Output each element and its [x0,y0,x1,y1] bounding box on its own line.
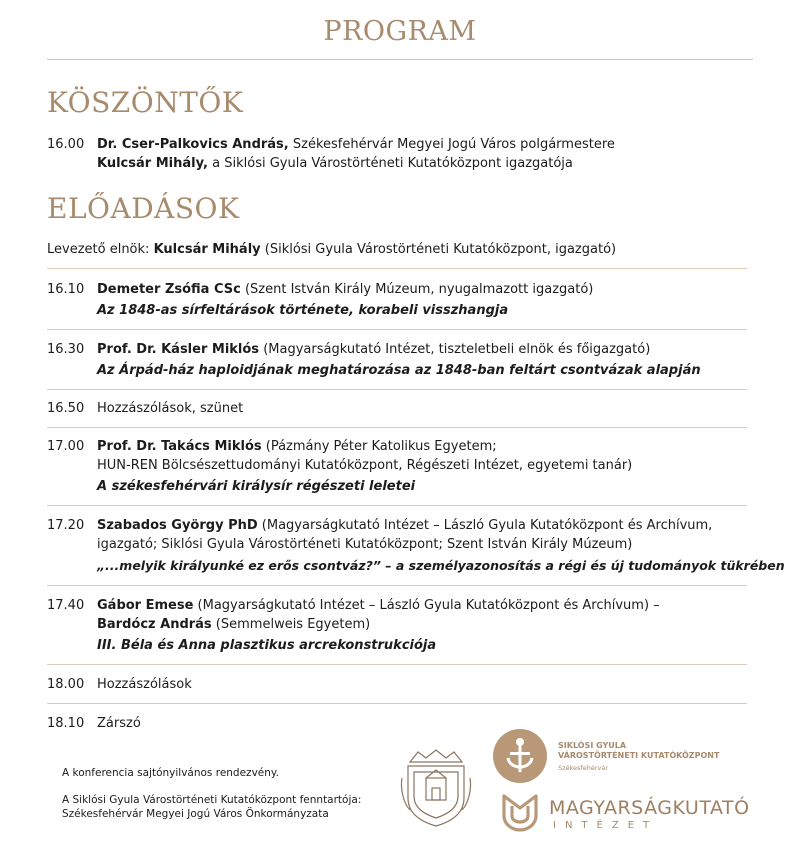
page-title: PROGRAM [323,16,477,47]
welcome-role-1: Székesfehérvár Megyei Jogú Város polgármestere [288,137,615,152]
item-time: 17.00 [47,439,85,454]
item-affiliation-2: HUN-REN Bölcsészettudományi Kutatóközpont, Régészeti Intézet, egyetemi tanár) [97,458,633,473]
item-affiliation: (Szent István Király Múzeum, nyugalmazott igazgató) [240,282,594,297]
welcome-time: 16.00 [47,137,85,152]
divider [47,664,747,665]
item-speaker: Demeter Zsófia CSc [97,282,241,297]
maintainer-note [62,793,361,821]
divider [47,389,747,390]
item-talk-title: Az Árpád-ház haploidjának meghatározása az 1848-ban feltárt csontvázak alapján [97,363,701,378]
research-center-city: Székesfehérvár [558,764,609,772]
item-talk-title: Az 1848-as sírfeltárások története, korabeli visszhangja [97,303,509,318]
welcome-speaker-2: Kulcsár Mihály, [97,156,208,171]
item-talk-title: III. Béla és Anna plasztikus arcrekonstrukciója [97,638,437,653]
divider [47,268,747,269]
chair-line [47,240,616,259]
maintainer-line-1: A Siklósi Gyula Várostörténeti Kutatóközpont fenntartója: [62,794,362,806]
institute-logo-icon [498,790,542,834]
chair-label: Levezető elnök: [47,242,154,257]
coat-of-arms-icon [400,748,472,828]
item-time: 16.50 [47,401,85,416]
item-text: Zárszó [97,716,141,731]
research-center-name-2: VÁROSTÖRTÉNETI KUTATÓKÖZPONT [558,751,720,760]
welcome-role-2: a Siklósi Gyula Várostörténeti Kutatóközpont igazgatója [208,156,573,171]
item-speaker: Prof. Dr. Takács Miklós [97,439,262,454]
item-time: 17.40 [47,598,85,613]
item-text: Hozzászólások [97,677,192,692]
research-center-name-1: SIKLÓSI GYULA [558,741,627,750]
item-affiliation: (Magyarságkutató Intézet – László Gyula Kutatóközpont és Archívum, [257,518,713,533]
chair-name: Kulcsár Mihály [153,242,261,257]
institute-name: MAGYARSÁGKUTATÓ [549,797,750,819]
divider [47,505,747,506]
item-speaker: Gábor Emese [97,598,194,613]
divider [47,427,747,428]
item-time: 18.00 [47,677,85,692]
institute-subtitle: INTÉZET [553,820,659,831]
welcome-heading: KÖSZÖNTŐK [47,86,244,119]
item-speaker-2: Bardócz András [97,617,212,632]
item-affiliation: (Pázmány Péter Katolikus Egyetem; [261,439,497,454]
item-affiliation-2: igazgató; Siklósi Gyula Várostörténeti Kutatóközpont; Szent István Király Múzeum) [97,537,633,552]
item-affiliation: (Magyarságkutató Intézet – László Gyula Kutatóközpont és Archívum) – [193,598,660,613]
item-talk-title: A székesfehérvári királysír régészeti leletei [97,479,416,494]
item-time: 16.30 [47,342,85,357]
research-center-logo-icon [492,728,548,784]
maintainer-line-2: Székesfehérvár Megyei Jogú Város Önkormányzata [62,808,329,820]
divider [47,703,747,704]
divider [47,329,747,330]
item-time: 18.10 [47,716,85,731]
item-speaker: Szabados György PhD [97,518,258,533]
item-speaker: Prof. Dr. Kásler Miklós [97,342,260,357]
item-time: 16.10 [47,282,85,297]
item-talk-title: „...melyik királyunké ez erős csontváz?” – a személyazonosítás a régi és új tudományok tükrében [97,558,785,573]
welcome-speaker-1: Dr. Cser-Palkovics András, [97,137,289,152]
item-text: Hozzászólások, szünet [97,401,244,416]
press-note: A konferencia sajtónyilvános rendezvény. [62,767,279,779]
item-affiliation-2: (Semmelweis Egyetem) [211,617,371,632]
divider [47,585,747,586]
title-divider [47,59,753,60]
item-affiliation: (Magyarságkutató Intézet, tiszteletbeli elnök és főigazgató) [259,342,651,357]
chair-role: (Siklósi Gyula Várostörténeti Kutatóközpont, igazgató) [260,242,617,257]
item-time: 17.20 [47,518,85,533]
talks-heading: ELŐADÁSOK [47,192,240,225]
